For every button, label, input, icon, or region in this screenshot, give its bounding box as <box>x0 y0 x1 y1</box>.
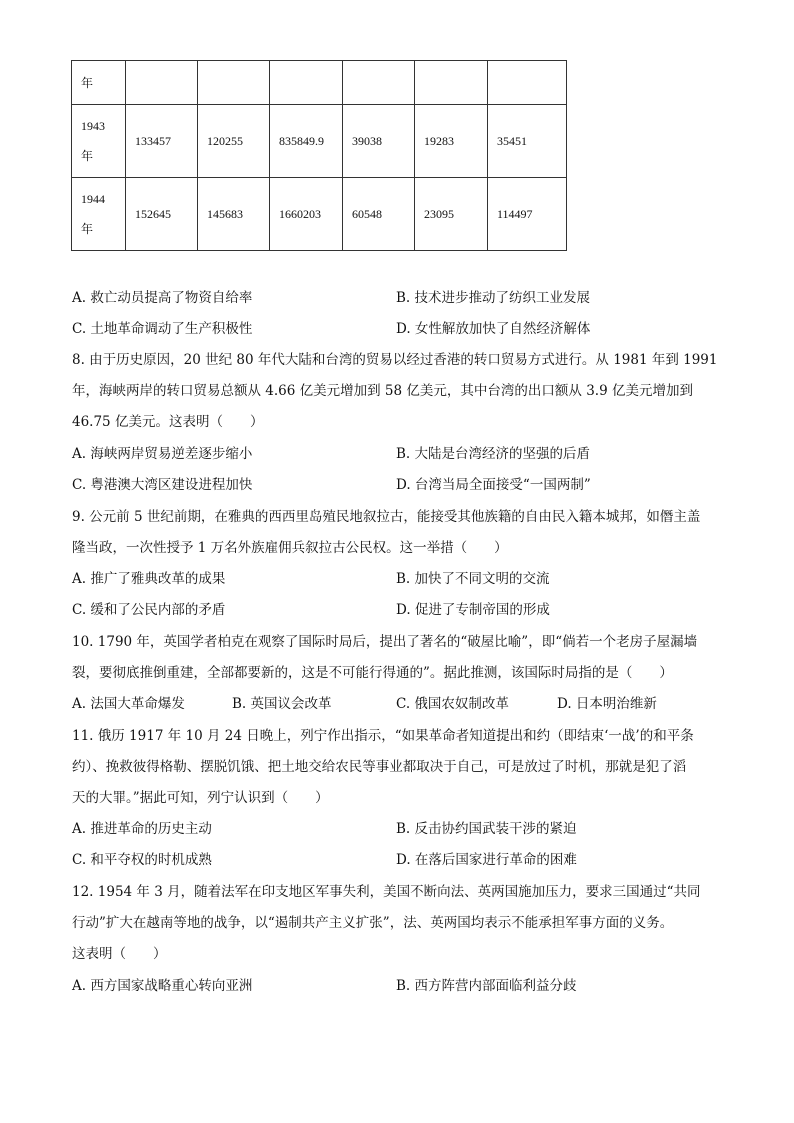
q9-option-d[interactable]: D. 促进了专制帝国的形成 <box>396 602 550 618</box>
table-cell: 39038 <box>343 105 415 178</box>
q9-option-a[interactable]: A. 推广了雅典改革的成果 <box>72 571 226 587</box>
table-row <box>72 178 567 251</box>
q8-option-a[interactable]: A. 海峡两岸贸易逆差逐步缩小 <box>72 446 253 462</box>
table-cell: 152645 <box>126 178 198 251</box>
year-number: 1943 <box>81 119 105 133</box>
q10-option-b[interactable]: B. 英国议会改革 <box>232 696 332 712</box>
table-row <box>72 61 567 105</box>
table-cell <box>198 61 270 105</box>
table-cell <box>343 61 415 105</box>
q11-stem-line: 约）、挽救彼得格勒、摆脱饥饿、把土地交给农民等事业都取决于自己，可是放过了时机，那就是犯了滔 <box>72 759 687 775</box>
table-cell: 23095 <box>415 178 488 251</box>
q11-option-d[interactable]: D. 在落后国家进行革命的困难 <box>396 852 577 868</box>
q12-stem-line: 这表明（ ） <box>72 946 167 962</box>
q12-stem-line: 12. 1954 年 3 月，随着法军在印支地区军事失利，美国不断向法、英两国施加压力，要求三国通过“共同 <box>72 884 701 900</box>
q8-stem-line: 46.75 亿美元。这表明（ ） <box>72 414 264 430</box>
q8-stem-line: 8. 由于历史原因，20 世纪 80 年代大陆和台湾的贸易以经过香港的转口贸易方式进行。从 1981 年到 1991 <box>72 352 718 368</box>
q11-option-c[interactable]: C. 和平夺权的时机成熟 <box>72 852 212 868</box>
year-number: 1944 <box>81 192 105 206</box>
q11-stem-line: 天的大罪。”据此可知，列宁认识到（ ） <box>72 790 329 806</box>
q10-option-d[interactable]: D. 日本明治维新 <box>557 696 657 712</box>
q9-option-b[interactable]: B. 加快了不同文明的交流 <box>396 571 550 587</box>
q10-stem-line: 裂，要彻底推倒重建，全部都要新的，这是不可能行得通的”。据此推测，该国际时局指的是（ ） <box>72 665 673 681</box>
q9-option-c[interactable]: C. 缓和了公民内部的矛盾 <box>72 602 226 618</box>
year-unit: 年 <box>81 149 94 163</box>
table-cell: 145683 <box>198 178 270 251</box>
table-cell: 120255 <box>198 105 270 178</box>
table-cell: 114497 <box>488 178 567 251</box>
q11-option-a[interactable]: A. 推进革命的历史主动 <box>72 821 212 837</box>
q10-option-c[interactable]: C. 俄国农奴制改革 <box>396 696 509 712</box>
table-year-cell <box>72 105 126 178</box>
table-cell: 19283 <box>415 105 488 178</box>
q8-option-c[interactable]: C. 粤港澳大湾区建设进程加快 <box>72 477 253 493</box>
data-table-container <box>71 60 567 251</box>
data-table <box>71 60 567 251</box>
table-cell: 60548 <box>343 178 415 251</box>
q7-option-a[interactable]: A. 救亡动员提高了物资自给率 <box>72 290 253 306</box>
q9-stem-line: 隆当政，一次性授予 1 万名外族雇佣兵叙拉古公民权。这一举措（ ） <box>72 540 508 556</box>
q12-stem-line: 行动”扩大在越南等地的战争，以“遏制共产主义扩张”，法、英两国均表示不能承担军事方面的义务。 <box>72 915 674 931</box>
table-cell <box>270 61 343 105</box>
q12-option-a[interactable]: A. 西方国家战略重心转向亚洲 <box>72 978 253 994</box>
table-cell: 35451 <box>488 105 567 178</box>
q9-stem-line: 9. 公元前 5 世纪前期，在雅典的西西里岛殖民地叙拉古，能接受其他族籍的自由民入籍本城邦，如僭主盖 <box>72 509 701 525</box>
table-cell <box>126 61 198 105</box>
table-year-cell <box>72 178 126 251</box>
q8-option-d[interactable]: D. 台湾当局全面接受“一国两制” <box>396 477 591 493</box>
table-cell: 835849.9 <box>270 105 343 178</box>
q8-option-b[interactable]: B. 大陆是台湾经济的坚强的后盾 <box>396 446 591 462</box>
year-unit: 年 <box>81 222 94 236</box>
table-cell: 年 <box>72 61 126 105</box>
q7-option-d[interactable]: D. 女性解放加快了自然经济解体 <box>396 321 591 337</box>
table-cell: 1660203 <box>270 178 343 251</box>
q10-option-a[interactable]: A. 法国大革命爆发 <box>72 696 185 712</box>
q7-option-b[interactable]: B. 技术进步推动了纺织工业发展 <box>396 290 591 306</box>
q8-stem-line: 年，海峡两岸的转口贸易总额从 4.66 亿美元增加到 58 亿美元，其中台湾的出口额从 3.9 亿美元增加到 <box>72 383 693 399</box>
q7-option-c[interactable]: C. 土地革命调动了生产积极性 <box>72 321 253 337</box>
q11-stem-line: 11. 俄历 1917 年 10 月 24 日晚上，列宁作出指示，“如果革命者知道提出和约（即结束‘一战’的和平条 <box>72 728 694 744</box>
q11-option-b[interactable]: B. 反击协约国武装干涉的紧迫 <box>396 821 577 837</box>
table-cell: 133457 <box>126 105 198 178</box>
table-cell <box>415 61 488 105</box>
table-row <box>72 105 567 178</box>
table-cell <box>488 61 567 105</box>
q12-option-b[interactable]: B. 西方阵营内部面临利益分歧 <box>396 978 577 994</box>
q10-stem-line: 10. 1790 年，英国学者柏克在观察了国际时局后，提出了著名的“破屋比喻”，即“倘若一个老房子屋漏墙 <box>72 634 698 650</box>
